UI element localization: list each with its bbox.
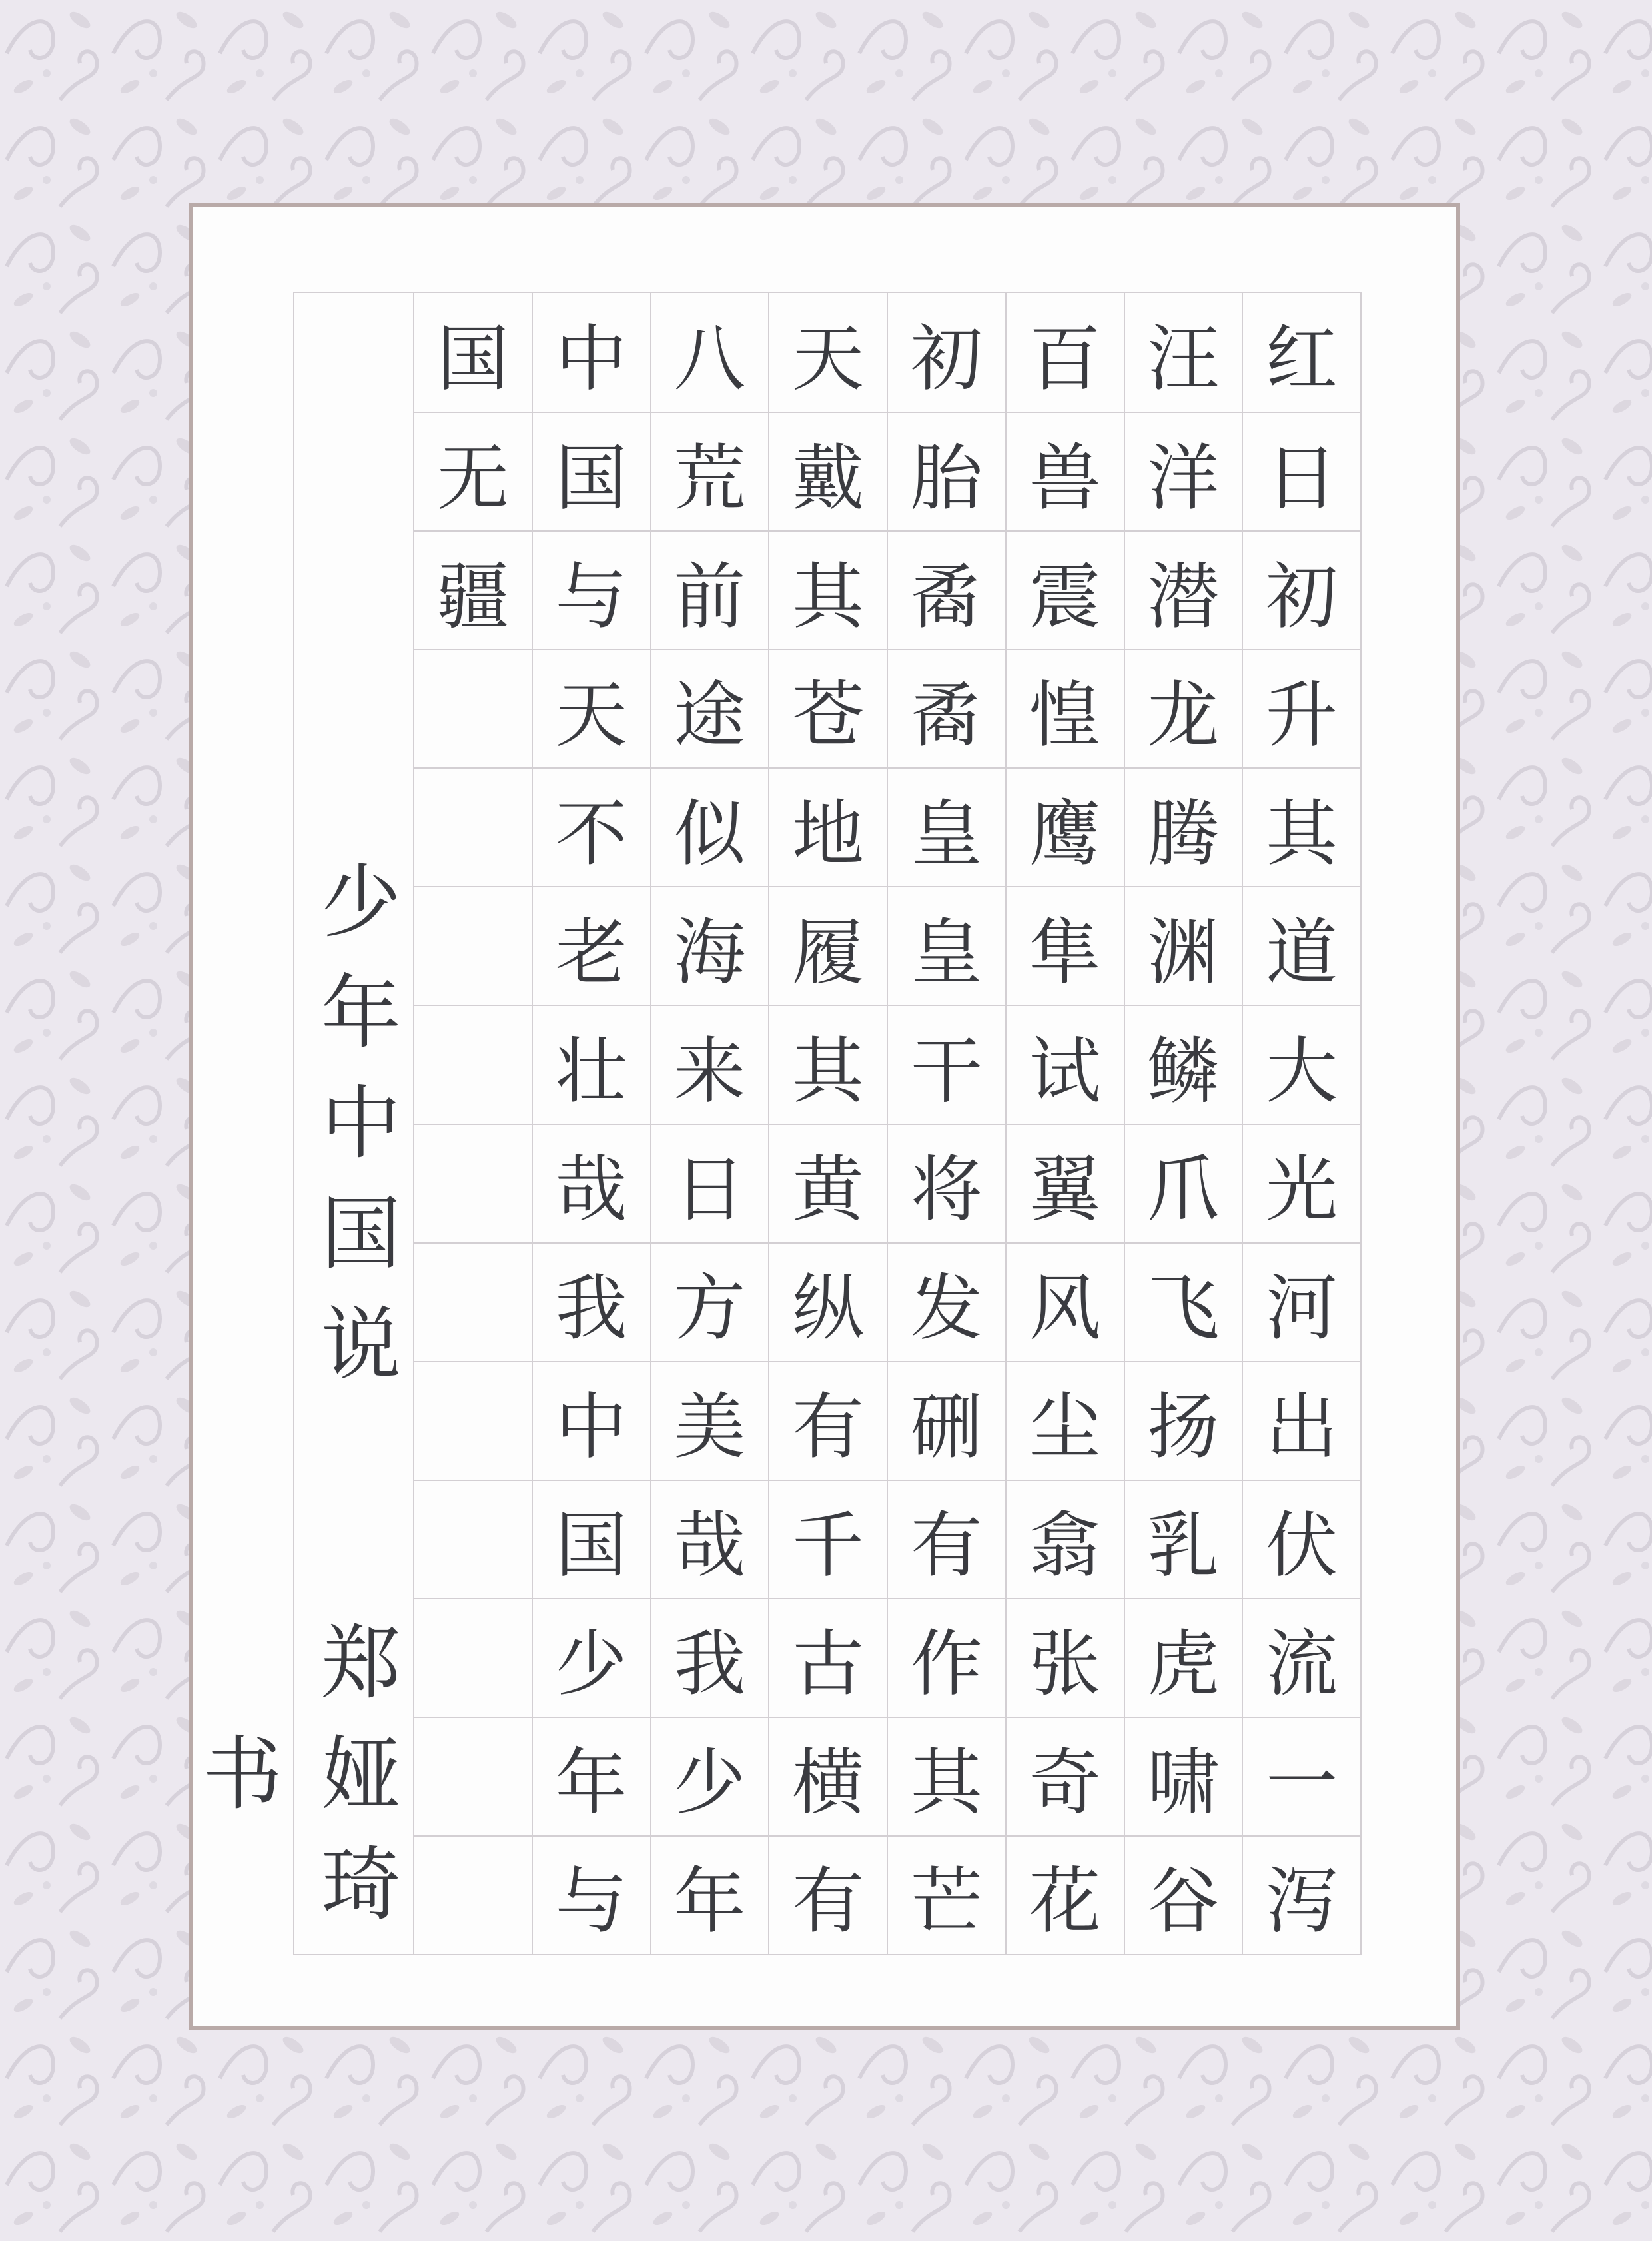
grid-cell: 胎: [888, 412, 1005, 530]
grid-cell: 似: [651, 767, 769, 886]
grid-cell: 百: [1029, 317, 1101, 401]
grid-cell: 矞: [888, 530, 1005, 649]
grid-cell: 天: [533, 649, 650, 767]
grid-cell: 戴: [769, 412, 887, 530]
grid-cell: [414, 1480, 532, 1598]
grid-cell: 尘: [1007, 1361, 1124, 1480]
grid-cell: [414, 1717, 532, 1835]
grid-cell: 国: [436, 317, 509, 401]
grid-cell: 有: [769, 1361, 887, 1480]
grid-cell: 有: [769, 1835, 887, 1954]
grid-cell: 升: [1243, 649, 1360, 767]
grid-cell: 日: [651, 1124, 769, 1242]
grid-cell: [414, 1005, 532, 1123]
grid-cell: 道: [1243, 886, 1360, 1005]
grid-cell: [414, 1598, 532, 1717]
grid-cell: 疆: [414, 530, 532, 649]
grid-cell: 虎: [1125, 1598, 1242, 1717]
grid-cell: 年: [651, 1835, 769, 1954]
grid-cell: 天: [792, 317, 865, 401]
grid-cell: 无: [414, 412, 532, 530]
grid-cell: 谷: [1125, 1835, 1242, 1954]
grid-cell: 其: [769, 1005, 887, 1123]
grid-cell: 皇: [888, 886, 1005, 1005]
grid-cell: 年: [533, 1717, 650, 1835]
grid-cell: 初: [910, 317, 983, 401]
grid-cell: 黄: [769, 1124, 887, 1242]
grid-column: [1005, 293, 1124, 1954]
grid-cell: 渊: [1125, 886, 1242, 1005]
grid-cell: 纵: [769, 1242, 887, 1361]
grid-cell: 惶: [1007, 649, 1124, 767]
writing-grid: [189, 292, 1362, 1955]
grid-cell: 矞: [888, 649, 1005, 767]
grid-cell: 不: [533, 767, 650, 886]
grid-cell: 爪: [1125, 1124, 1242, 1242]
grid-cell: 硎: [888, 1361, 1005, 1480]
grid-cell: 少: [533, 1598, 650, 1717]
grid-cell: 与: [533, 1835, 650, 1954]
grid-cell: [414, 886, 532, 1005]
grid-cell: 少: [651, 1717, 769, 1835]
grid-cell: 其: [769, 530, 887, 649]
grid-cell: 哉: [533, 1124, 650, 1242]
grid-cell: [414, 1361, 532, 1480]
grid-cell: 前: [651, 530, 769, 649]
grid-cell: 海: [651, 886, 769, 1005]
grid-cell: 芒: [888, 1835, 1005, 1954]
grid-cell: 老: [533, 886, 650, 1005]
grid-column: [887, 293, 1005, 1954]
grid-cell: 花: [1007, 1835, 1124, 1954]
signature: 郑娅琦书: [189, 1620, 400, 1953]
grid-cell: 一: [1243, 1717, 1360, 1835]
grid-cell: 翕: [1007, 1480, 1124, 1598]
grid-cell: 泻: [1243, 1835, 1360, 1954]
grid-cell: 腾: [1125, 767, 1242, 886]
grid-cell: [414, 649, 532, 767]
grid-cell: 兽: [1007, 412, 1124, 530]
grid-cell: 中: [533, 1361, 650, 1480]
grid-cell: 干: [888, 1005, 1005, 1123]
grid-cell: 荒: [651, 412, 769, 530]
grid-column: [768, 293, 887, 1954]
grid-cell: [414, 1242, 532, 1361]
grid-cell: 与: [533, 530, 650, 649]
grid-cell: 我: [651, 1598, 769, 1717]
grid-cell: 汪: [1147, 317, 1220, 401]
grid-cell: 国: [533, 412, 650, 530]
grid-cell: 河: [1243, 1242, 1360, 1361]
grid-cell: 潜: [1125, 530, 1242, 649]
grid-cell: 啸: [1125, 1717, 1242, 1835]
grid-cell: 奇: [1007, 1717, 1124, 1835]
grid-cell: 光: [1243, 1124, 1360, 1242]
grid-cell: 八: [673, 317, 746, 401]
grid-cell: 震: [1007, 530, 1124, 649]
grid-cell: 洋: [1125, 412, 1242, 530]
grid-cell: 横: [769, 1717, 887, 1835]
grid-cell: 伏: [1243, 1480, 1360, 1598]
grid-cell: 乳: [1125, 1480, 1242, 1598]
grid-cell: 发: [888, 1242, 1005, 1361]
grid-cell: 千: [769, 1480, 887, 1598]
grid-column: [413, 293, 532, 1954]
grid-cell: 流: [1243, 1598, 1360, 1717]
grid-cell: 皇: [888, 767, 1005, 886]
grid-column: [532, 293, 650, 1954]
grid-cell: 哉: [651, 1480, 769, 1598]
grid-cell: 壮: [533, 1005, 650, 1123]
grid-cell: 履: [769, 886, 887, 1005]
grid-cell: [414, 1124, 532, 1242]
grid-cell: 有: [888, 1480, 1005, 1598]
grid-cell: [414, 1835, 532, 1954]
grid-cell: 翼: [1007, 1124, 1124, 1242]
grid-column: [1124, 293, 1242, 1954]
grid-cell: 鳞: [1125, 1005, 1242, 1123]
grid-cell: 作: [888, 1598, 1005, 1717]
title-column: [189, 293, 413, 1954]
grid-cell: 出: [1243, 1361, 1360, 1480]
grid-cell: 红: [1266, 317, 1338, 401]
grid-cell: 风: [1007, 1242, 1124, 1361]
grid-cell: 其: [888, 1717, 1005, 1835]
grid-cell: 将: [888, 1124, 1005, 1242]
grid-cell: 方: [651, 1242, 769, 1361]
title: 少年中国说: [308, 859, 400, 1412]
grid-column: [1242, 293, 1360, 1954]
grid-cell: 途: [651, 649, 769, 767]
grid-cell: 我: [533, 1242, 650, 1361]
grid-cell: 日: [1243, 412, 1360, 530]
grid-cell: 飞: [1125, 1242, 1242, 1361]
grid-column: [650, 293, 769, 1954]
grid-cell: 国: [533, 1480, 650, 1598]
grid-cell: 大: [1243, 1005, 1360, 1123]
grid-cell: 地: [769, 767, 887, 886]
grid-cell: 试: [1007, 1005, 1124, 1123]
grid-cell: 龙: [1125, 649, 1242, 767]
grid-cell: 扬: [1125, 1361, 1242, 1480]
grid-cell: 张: [1007, 1598, 1124, 1717]
grid-cell: [414, 767, 532, 886]
grid-cell: 初: [1243, 530, 1360, 649]
paper-sheet: [189, 203, 1460, 2030]
grid-cell: 鹰: [1007, 767, 1124, 886]
grid-cell: 来: [651, 1005, 769, 1123]
grid-cell: 美: [651, 1361, 769, 1480]
grid-cell: 其: [1243, 767, 1360, 886]
grid-cell: 隼: [1007, 886, 1124, 1005]
grid-cell: 古: [769, 1598, 887, 1717]
grid-cell: 苍: [769, 649, 887, 767]
grid-cell: 中: [555, 317, 627, 401]
